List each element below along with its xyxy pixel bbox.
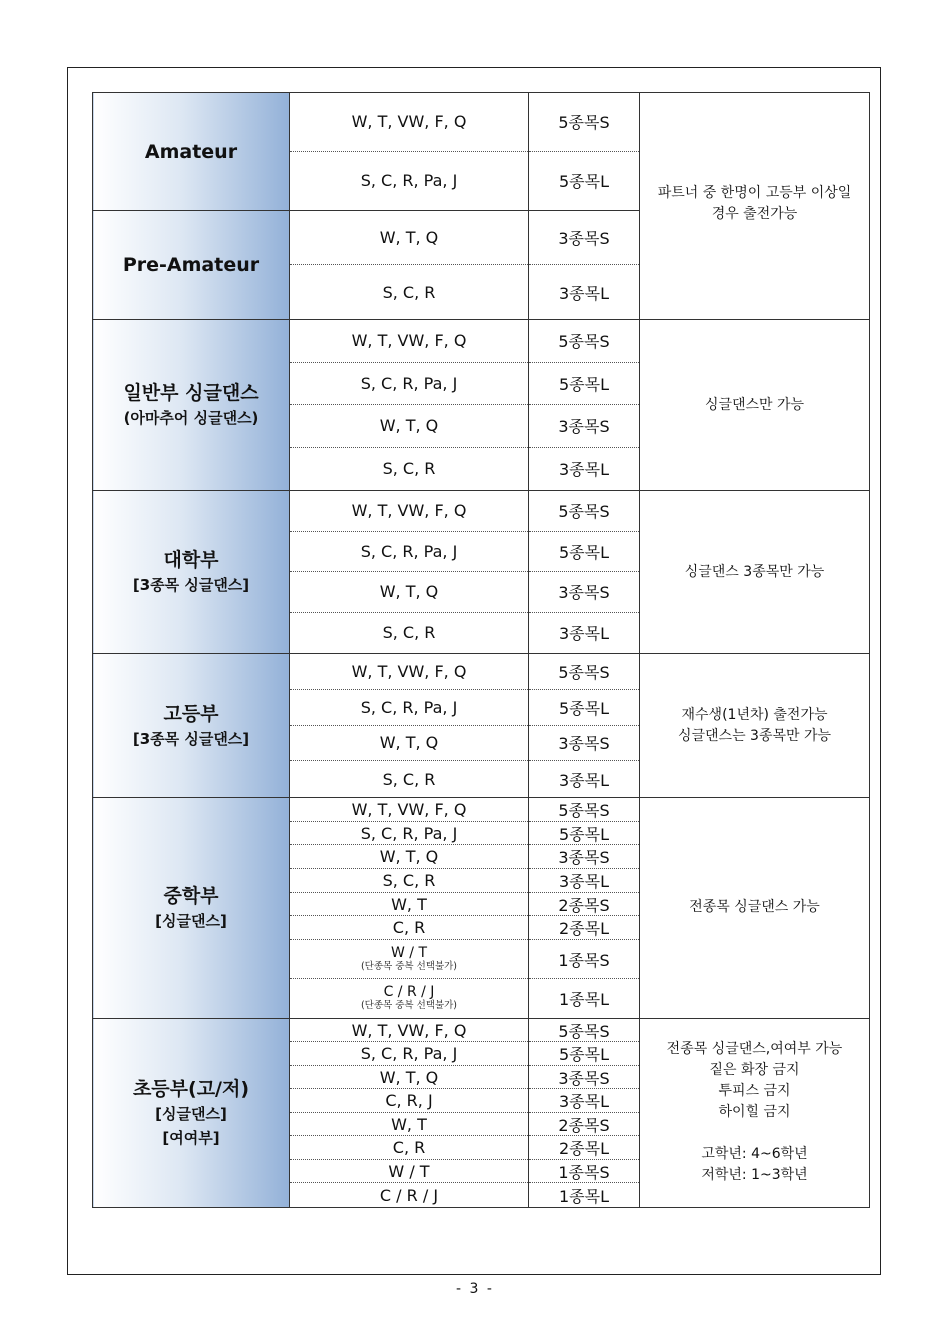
event-count: 3종목S <box>529 572 639 613</box>
event-count: 3종목S <box>529 211 639 265</box>
dances-column <box>290 654 529 798</box>
dance-list <box>290 726 528 762</box>
dance-list <box>290 363 528 406</box>
note-line: 하이힐 금지 <box>718 1103 791 1120</box>
dance-codes: S, C, R <box>382 282 436 302</box>
dance-codes: W, T, Q <box>379 733 439 753</box>
dance-codes: C / R / J <box>379 1185 439 1205</box>
event-count: 5종목S <box>529 93 639 152</box>
category-subtitle: [싱글댄스] <box>155 1104 227 1123</box>
note-line <box>640 1123 869 1144</box>
event-count: 2종목L <box>529 1136 639 1160</box>
note-line: 싱글댄스는 3종목만 가능 <box>677 727 832 744</box>
dance-codes: W, T, VW, F, Q <box>351 1020 467 1040</box>
dances-column <box>290 320 529 491</box>
dance-codes: S, C, R, Pa, J <box>360 373 458 393</box>
dance-codes: W, T, Q <box>379 582 439 602</box>
count-column <box>529 654 640 798</box>
category-title: 일반부 싱글댄스 <box>123 382 259 404</box>
dance-list <box>290 1066 528 1090</box>
event-count: 1종목S <box>529 1160 639 1184</box>
category-title: 초등부(고/저) <box>132 1077 250 1100</box>
note-line: 재수생(1년차) 출전가능 <box>681 706 828 723</box>
eligibility-note <box>640 320 870 491</box>
event-count: 5종목S <box>529 654 639 690</box>
count-column <box>529 320 640 491</box>
eligibility-note <box>640 1018 870 1207</box>
event-count: 3종목L <box>558 460 609 480</box>
event-count: 5종목L <box>529 532 639 573</box>
dance-list <box>290 1160 528 1184</box>
event-count: 3종목S <box>529 1066 639 1090</box>
event-count: 5종목L <box>529 822 639 846</box>
dance-list <box>290 1089 528 1113</box>
eligibility-note <box>640 93 870 320</box>
note-line: 투피스 금지 <box>718 1082 791 1099</box>
category-block <box>93 1018 870 1207</box>
dance-list <box>290 613 528 654</box>
category-label <box>93 320 290 491</box>
event-count: 1종목S <box>529 940 639 979</box>
dance-restriction-note: (단종목 중복 선택불가) <box>360 1000 458 1012</box>
category-block <box>93 654 870 798</box>
dance-codes: C / R / J <box>383 984 435 1001</box>
dance-list <box>290 448 528 491</box>
dance-codes: S, C, R <box>382 769 436 789</box>
dance-codes: S, C, R, Pa, J <box>360 1044 458 1064</box>
dance-list <box>290 798 528 822</box>
category-title: Amateur <box>144 140 238 163</box>
category-title: 고등부 <box>163 702 219 725</box>
event-count: 3종목S <box>529 405 639 448</box>
dance-list <box>290 916 528 940</box>
event-count: 3종목L <box>558 770 609 790</box>
dance-codes: W, T, Q <box>379 228 439 247</box>
dance-list <box>290 93 528 152</box>
category-title: 중학부 <box>163 884 219 907</box>
category-block <box>93 320 870 491</box>
note-line: 경우 출전가능 <box>711 206 798 222</box>
page-number: - 3 - <box>456 1281 494 1297</box>
dance-codes: S, C, R, Pa, J <box>360 823 458 843</box>
dance-list <box>290 893 528 917</box>
dance-codes: S, C, R, Pa, J <box>360 541 458 561</box>
dance-list <box>290 1042 528 1066</box>
category-label <box>93 798 290 1019</box>
dance-codes: W, T <box>391 1114 427 1134</box>
event-count: 3종목L <box>529 869 639 893</box>
eligibility-note <box>640 491 870 654</box>
dance-list <box>290 940 528 979</box>
dance-list <box>290 1136 528 1160</box>
dance-list <box>290 845 528 869</box>
event-count: 5종목S <box>529 320 639 363</box>
category-title: 대학부 <box>163 549 219 571</box>
category-table <box>92 92 870 1208</box>
event-count: 2종목S <box>529 1113 639 1137</box>
note-line: 고학년: 4~6학년 <box>701 1145 808 1162</box>
note-line: 싱글댄스 3종목만 가능 <box>684 563 825 580</box>
category-title: Pre-Amateur <box>122 254 260 276</box>
count-column <box>529 211 640 320</box>
dance-codes: C, R, J <box>385 1091 433 1111</box>
dance-list <box>290 211 528 265</box>
note-line: 저학년: 1~3학년 <box>701 1166 808 1183</box>
dance-restriction-note: (단종목 중복 선택불가) <box>360 961 458 973</box>
event-count: 5종목S <box>529 491 639 532</box>
count-column <box>529 491 640 654</box>
dance-list <box>290 979 528 1018</box>
dance-list <box>290 1019 528 1043</box>
dance-codes: W / T <box>390 945 427 962</box>
dance-list <box>290 690 528 726</box>
event-count: 2종목S <box>529 893 639 917</box>
dance-codes: W, T, VW, F, Q <box>351 112 467 132</box>
dance-codes: W, T, VW, F, Q <box>351 331 467 351</box>
event-count: 1종목L <box>558 1186 609 1206</box>
event-count: 5종목S <box>529 798 639 822</box>
dance-list <box>290 572 528 613</box>
note-line: 싱글댄스만 가능 <box>704 396 805 413</box>
dance-list <box>290 532 528 573</box>
dance-codes: C, R <box>392 918 426 938</box>
category-label <box>93 1018 290 1207</box>
dance-list <box>290 761 528 797</box>
dance-codes: W, T, Q <box>379 847 439 867</box>
dance-codes: W, T, Q <box>379 416 439 436</box>
note-line: 짙은 화장 금지 <box>709 1061 800 1078</box>
event-count: 3종목L <box>558 283 609 303</box>
dance-codes: S, C, R <box>382 870 436 890</box>
note-line: 전종목 싱글댄스,여여부 가능 <box>666 1040 843 1057</box>
category-label <box>93 654 290 798</box>
dance-codes: W, T, VW, F, Q <box>351 799 467 819</box>
dances-column <box>290 798 529 1019</box>
category-label <box>93 211 290 320</box>
event-count: 3종목L <box>529 1089 639 1113</box>
dance-codes: C, R <box>392 1138 426 1158</box>
category-subtitle: [3종목 싱글댄스] <box>132 576 250 594</box>
dances-column <box>290 211 529 320</box>
count-column <box>529 1018 640 1207</box>
dance-list <box>290 654 528 690</box>
event-count: 5종목S <box>529 1019 639 1043</box>
event-count: 5종목L <box>529 690 639 726</box>
event-count: 3종목S <box>529 726 639 762</box>
category-block <box>93 798 870 1019</box>
count-column <box>529 93 640 211</box>
event-count: 5종목L <box>529 1042 639 1066</box>
dance-codes: W, T, VW, F, Q <box>351 661 467 681</box>
dance-codes: S, C, R <box>382 623 436 643</box>
eligibility-note <box>640 654 870 798</box>
dance-codes: S, C, R <box>382 459 436 479</box>
category-label <box>93 93 290 211</box>
category-block <box>93 93 870 211</box>
category-label <box>93 491 290 654</box>
note-line: 파트너 중 한명이 고등부 이상일 <box>657 185 852 201</box>
category-subtitle: [3종목 싱글댄스] <box>132 729 250 748</box>
dance-codes: W, T <box>391 894 427 914</box>
dance-list <box>290 1183 528 1207</box>
event-count: 5종목L <box>529 363 639 406</box>
dance-list <box>290 1113 528 1137</box>
dances-column <box>290 491 529 654</box>
dance-codes: W, T, VW, F, Q <box>351 501 467 521</box>
dance-list <box>290 320 528 363</box>
event-count: 5종목L <box>558 172 609 192</box>
dance-codes: S, C, R, Pa, J <box>360 171 458 191</box>
dance-list <box>290 152 528 211</box>
event-count: 3종목S <box>529 845 639 869</box>
count-column <box>529 798 640 1019</box>
dances-column <box>290 1018 529 1207</box>
event-count: 2종목L <box>529 916 639 940</box>
eligibility-note <box>640 798 870 1019</box>
dance-list <box>290 265 528 319</box>
dance-list <box>290 491 528 532</box>
category-block <box>93 491 870 654</box>
dances-column <box>290 93 529 211</box>
dance-list <box>290 822 528 846</box>
dance-list <box>290 869 528 893</box>
note-line: 전종목 싱글댄스 가능 <box>689 899 820 916</box>
dance-list <box>290 405 528 448</box>
category-subtitle: [싱글댄스] <box>155 911 227 930</box>
dance-codes: W / T <box>388 1161 430 1181</box>
dance-codes: S, C, R, Pa, J <box>360 697 458 717</box>
event-count: 3종목L <box>558 624 609 644</box>
category-subtitle: (아마추어 싱글댄스) <box>123 409 259 427</box>
category-subtitle-2: [여여부] <box>162 1128 220 1147</box>
dance-codes: W, T, Q <box>379 1067 439 1087</box>
event-count: 1종목L <box>558 989 609 1009</box>
